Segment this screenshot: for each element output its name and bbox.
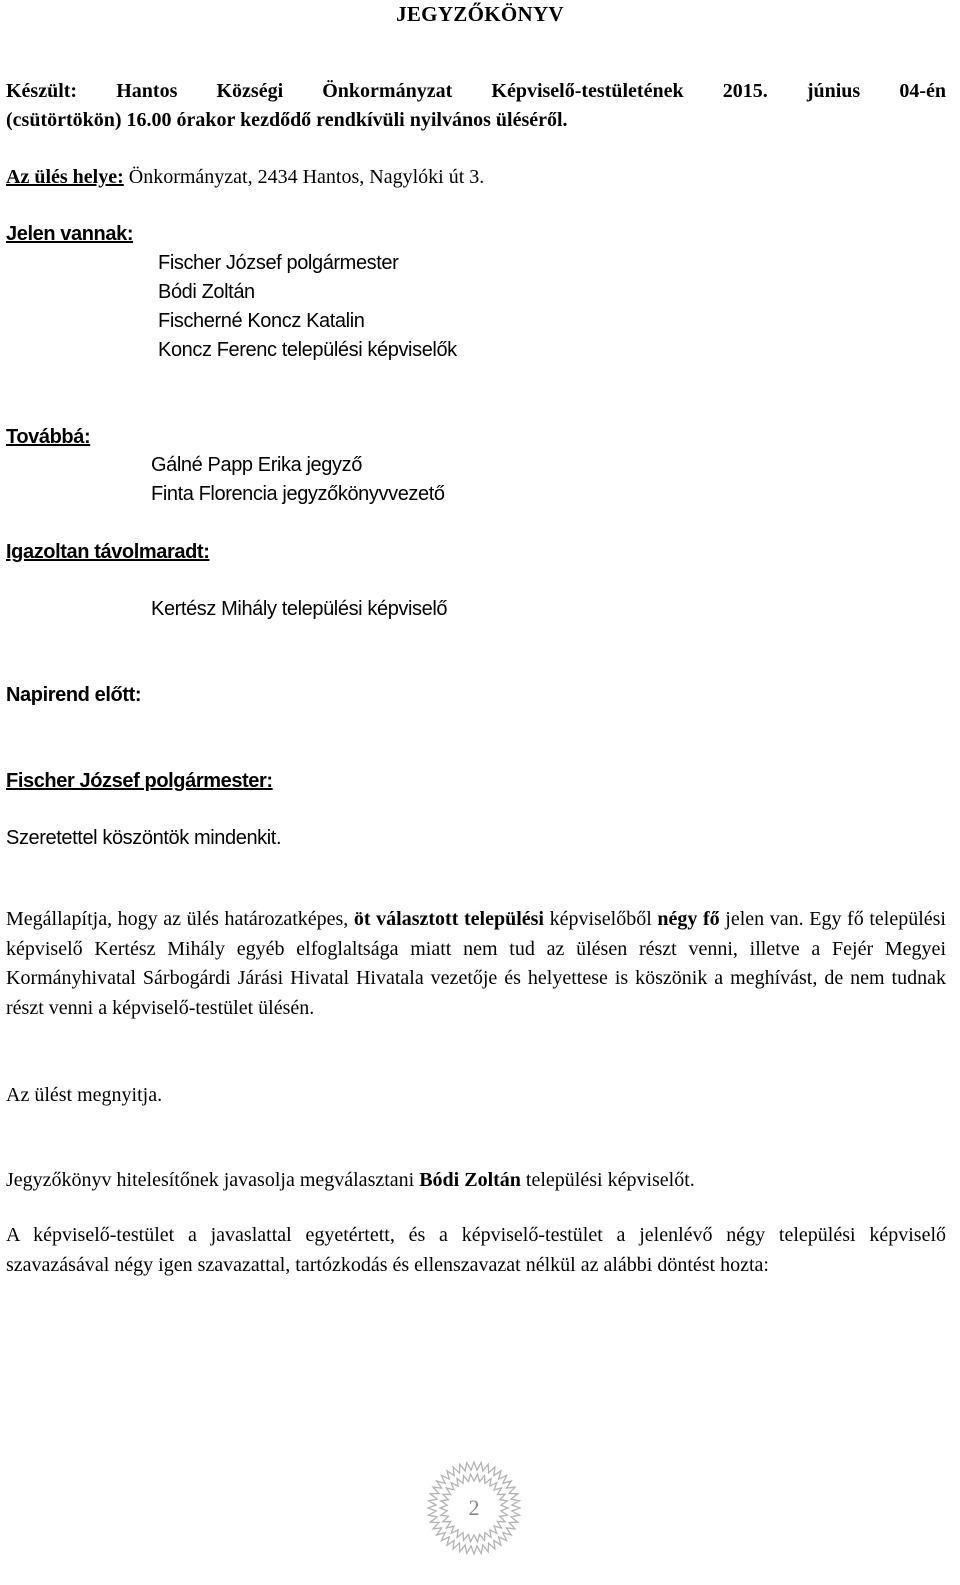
ules-helye-label: Az ülés helye: [6,166,124,188]
jelen-name-4: Koncz Ferenc települési képviselők [158,339,457,361]
ules-helye-value: Önkormányzat, 2434 Hantos, Nagylóki út 3. [123,166,485,188]
page-number: 2 [468,1495,480,1520]
tovabba-name-2: Finta Florencia jegyzőkönyvvezető [151,483,445,505]
para2-text-a: Jegyzőkönyv hitelesítőnek javasolja megválasztani [6,1169,420,1191]
igazoltan-name-1: Kertész Mihály települési képviselő [151,598,448,620]
paragraph-hitelesito [6,1168,695,1192]
jelen-vannak-label: Jelen vannak: [6,223,134,245]
para1-bold-b: öt választott települési [353,908,544,930]
greeting-text: Szeretettel köszöntök mindenkit. [6,827,282,849]
para2-bold-name: Bódi Zoltán [419,1169,521,1191]
para1-text-c: képviselőből [543,908,658,930]
igazoltan-label: Igazoltan távolmaradt: [6,541,210,563]
para2-text-c: települési képviselőt. [520,1169,695,1191]
keszult-line-2: (csütörtökön) 16.00 órakor kezdődő rendkívüli nyilvános üléséről. [6,109,568,131]
paragraph-decision: A képviselő-testület a javaslattal egyetértett, és a képviselő-testület a jelenlévő négy települési képviselő szavazásával négy igen szavazattal, tartózkodás és ellenszavazat nélkül az alábbi döntést hozta: [6,1224,946,1276]
keszult-line-1: Készült: Hantos Községi Önkormányzat Képviselő-testületének 2015. június 04-én [6,80,946,102]
paragraph-quorum [6,905,946,1023]
para1-text-a: Megállapítja, hogy az ülés határozatképes, [6,908,354,930]
tovabba-name-1: Gálné Papp Erika jegyző [151,454,362,476]
para1-bold-d: négy fő [657,908,720,930]
para1-text-e: jelen van. Egy fő települési képviselő Kertész Mihály egyéb elfoglaltsága miatt nem tud az ülésen részt venni, illetve a Fejér Megyei Kormányhivatal Sárbogárdi Járási Hivatal Hivatala vezetője és helyettese is köszönik a meghívást, de nem tudnak részt venni a képviselő-testület ülésén. [6,908,946,1019]
speaker-heading: Fischer József polgármester: [6,770,273,792]
jelen-name-1: Fischer József polgármester [158,252,399,274]
jelen-name-3: Fischerné Koncz Katalin [158,310,365,332]
document-title: JEGYZŐKÖNYV [396,2,564,26]
opening-text: Az ülést megnyitja. [6,1084,163,1106]
jelen-name-2: Bódi Zoltán [158,281,255,303]
tovabba-label: Továbbá: [6,426,91,448]
napirend-heading: Napirend előtt: [6,684,142,706]
ules-helye [6,165,484,189]
